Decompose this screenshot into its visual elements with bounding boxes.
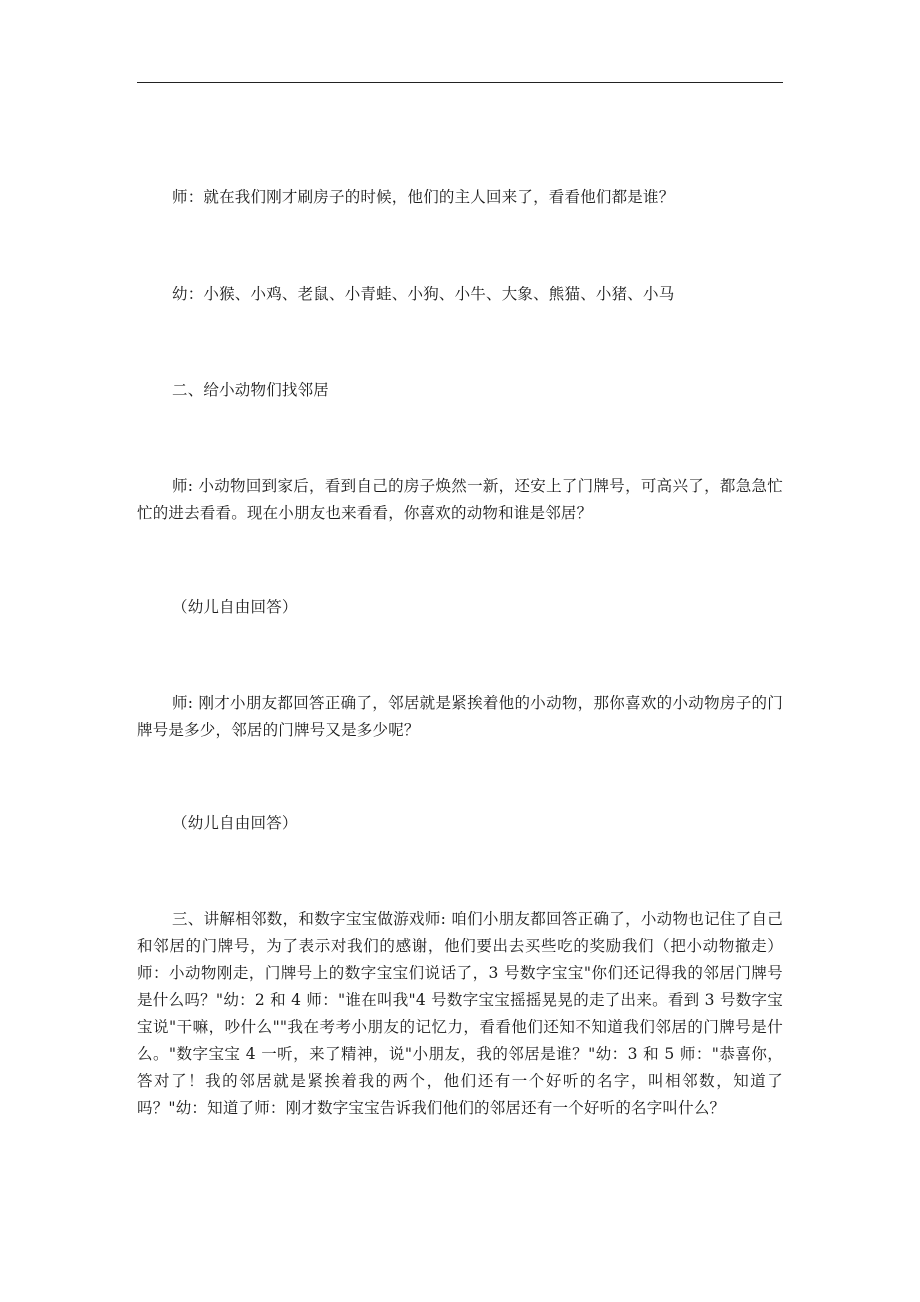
paragraph-teacher-question: 师：就在我们刚才刷房子的时候，他们的主人回来了，看看他们都是谁？	[172, 188, 675, 206]
paragraph-teacher-neighbors: 师: 小动物回到家后，看到自己的房子焕然一新，还安上了门牌号，可高兴了，都急急忙忙的进去看看。现在小朋友也来看看，你喜欢的动物和谁是邻居？	[137, 477, 783, 522]
section-adjacent-numbers: 三、讲解相邻数，和数字宝宝做游戏师: 咱们小朋友都回答正确了，小动物也记住了自己和邻居的门牌号，为了表示对我们的感谢，他们要出去买些吃的奖励我们（把小动物撤走）师：小动物刚走，门牌号上的数字宝宝们说话了，3 号数字宝宝"你们还记得我的邻居门牌号是什么吗？"幼：2 和 4 师："谁在叫我"4 号数字宝宝摇摇晃晃的走了出来。看到 3 号数字宝宝说"干嘛，吵什么""我在考考小朋友的记忆力，看看他们还知不知道我们邻居的门牌号是什么。"数字宝宝 4 一听，来了精神，说"小朋友，我的邻居是谁？"幼：3 和 5 师："恭喜你，答对了！我的邻居就是紧挨着我的两个，他们还有一个好听的名字，叫相邻数，知道了吗？"幼：知道了师：刚才数字宝宝告诉我们他们的邻居还有一个好听的名字叫什么？	[137, 910, 783, 1117]
paragraph-teacher-door-numbers: 师: 刚才小朋友都回答正确了，邻居就是紧挨着他的小动物，那你喜欢的小动物房子的门牌号是多少，邻居的门牌号又是多少呢？	[137, 694, 783, 739]
paragraph-free-answer-2: （幼儿自由回答）	[172, 814, 298, 832]
paragraph-free-answer-1: （幼儿自由回答）	[172, 598, 298, 616]
header-rule	[137, 82, 783, 83]
paragraph-children-answer: 幼：小猴、小鸡、老鼠、小青蛙、小狗、小牛、大象、熊猫、小猪、小马	[172, 285, 675, 303]
section-heading-find-neighbors: 二、给小动物们找邻居	[172, 381, 330, 399]
